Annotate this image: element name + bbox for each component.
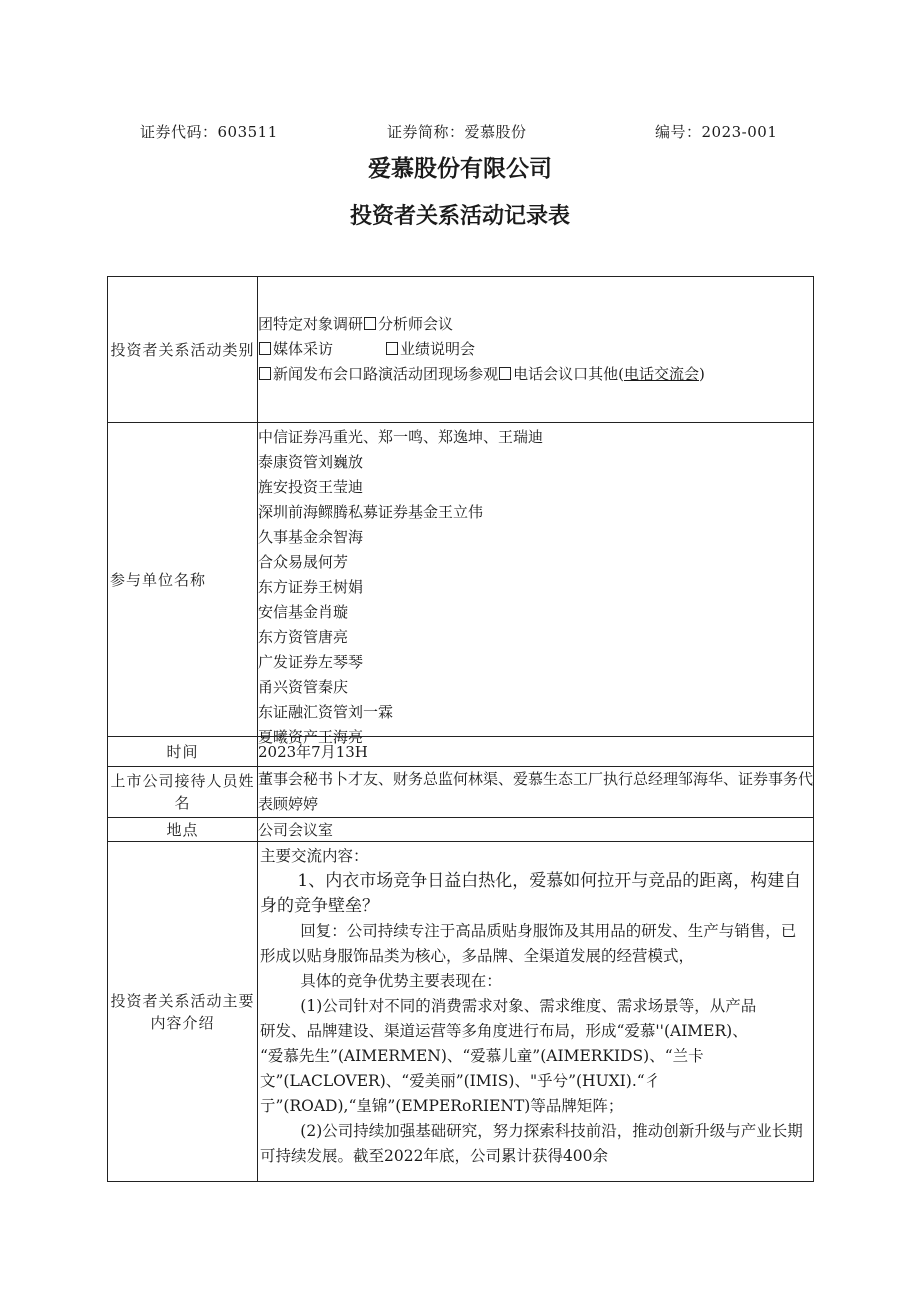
unchecked-box-icon[interactable] [259,367,271,380]
stock-code: 证券代码：603511 [140,123,278,141]
location-label: 地点 [108,818,258,842]
point-1-line-1: (1)公司针对不同的消费需求对象、需求维度、需求场景等，从产品 [300,997,757,1015]
answer-1-subheading: 具体的竞争优势主要表现在： [300,972,502,990]
option-media-interview: 媒体采访 [273,340,334,358]
content-body [258,842,814,1182]
list-item: 甬兴资管秦庆 [258,678,349,696]
time-value: 2023年7月13H [258,737,814,767]
participants-row [108,423,814,737]
activity-type-label: 投资者关系活动类别 [108,277,258,423]
list-item: 东方资管唐亮 [258,628,349,646]
option-site-visit: 现场参观 [438,365,499,383]
participants-label: 参与单位名称 [108,423,258,737]
content-label: 投资者关系活动主要内容介绍 [108,842,258,1182]
list-item: 旌安投资王莹迪 [258,478,364,496]
option-conference-call: 电话会议 [513,365,574,383]
list-item: 泰康资管刘巍放 [258,453,364,471]
list-item: 安信基金肖璇 [258,603,349,621]
content-row [108,842,814,1182]
activity-type-options [258,277,814,423]
list-item: 深圳前海鳏腾私募证券基金王立伟 [258,503,484,521]
point-1-line-5: 亍”(ROAD),“皇锦”(EMPERoRIENT)等品牌矩阵； [260,1097,624,1115]
company-title: 爱慕股份有限公司 [368,156,552,182]
option-other-detail: 电话交流会 [623,365,699,383]
question-1: 1、内衣市场竞争日益白热化，爱慕如何拉开与竞品的距离，构建自身的竞争壁垒？ [260,871,802,916]
option-earnings-briefing: 业绩说明会 [400,340,476,358]
unchecked-box-icon[interactable] [364,317,376,330]
unchecked-box-icon[interactable]: 口 [348,365,364,383]
point-1-line-2: 研发、品牌建设、渠道运营等多角度进行布局，形成“爱慕''(AIMER)、 [260,1022,748,1040]
option-other: 其他( [588,365,624,383]
location-row [108,818,814,842]
location-value: 公司会议室 [258,818,814,842]
list-item: 合众易晟何芳 [258,553,349,571]
unchecked-box-icon[interactable] [259,342,271,355]
list-item: 久事基金余智海 [258,528,364,546]
unchecked-box-icon[interactable] [386,342,398,355]
unchecked-box-icon[interactable]: 口 [573,365,589,383]
reception-value: 董事会秘书卜才友、财务总监何林渠、爱慕生态工厂执行总经理邹海华、证券事务代表顾婷婷 [258,767,814,818]
point-1-line-4: 文”(LACLOVER)、“爱美丽”(IMIS)、"乎兮”(HUXI).“彳 [260,1072,661,1090]
participants-list [258,423,814,746]
checked-box-icon[interactable]: 团 [423,365,439,383]
checked-box-icon[interactable]: 团 [258,315,274,333]
option-analyst-meeting: 分析师会议 [378,315,454,333]
stock-name: 证券简称：爱慕股份 [387,123,527,141]
time-label: 时间 [108,737,258,767]
answer-1: 回复：公司持续专注于高品质贴身服饰及其用品的研发、生产与销售，已形成以贴身服饰品类为核心，多品牌、全渠道发展的经营模式， [260,922,797,965]
list-item: 东方证券王树娟 [258,578,364,596]
option-roadshow: 路演活动 [363,365,424,383]
form-title: 投资者关系活动记录表 [349,204,570,229]
option-specific-research: 特定对象调研 [273,315,364,333]
serial-number: 编号：2023-001 [655,123,778,141]
activity-type-row [108,277,814,423]
list-item: 广发证券左琴琴 [258,653,364,671]
list-item: 中信证券冯重光、郑一鸣、郑逸坤、王瑞迪 [258,428,544,446]
option-other-close: ) [698,365,705,383]
list-item: 东证融汇资管刘一霖 [258,703,394,721]
record-table [107,276,814,1182]
list-item: 夏曦资产王海亮 [258,728,364,746]
reception-label: 上市公司接待人员姓名 [108,767,258,818]
option-press-conference: 新闻发布会 [273,365,349,383]
reception-row [108,767,814,818]
time-row [108,737,814,767]
unchecked-box-icon[interactable] [499,367,511,380]
point-2: (2)公司持续加强基础研究，努力探索科技前沿，推动创新升级与产业长期可持续发展。截至2022年底，公司累计获得400余 [260,1122,803,1165]
point-1-line-3: “爱慕先生”(AIMERMEN)、“爱慕儿童”(AIMERKIDS)、“兰卡 [260,1047,704,1065]
content-heading: 主要交流内容： [260,847,369,865]
